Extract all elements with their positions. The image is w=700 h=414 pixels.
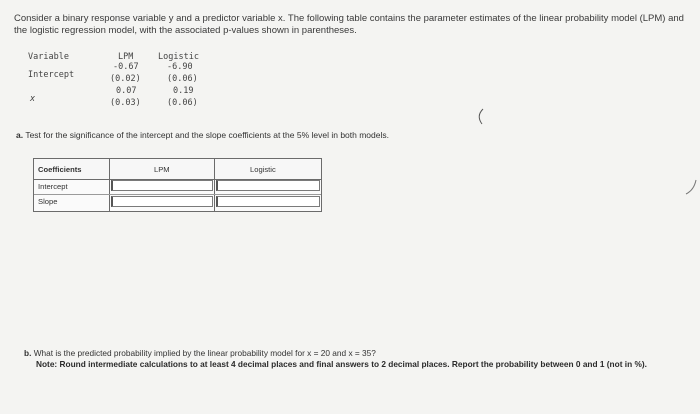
intercept-logistic-p: (0.06) xyxy=(167,74,198,84)
intercept-logistic: -6.90 xyxy=(167,62,193,72)
col-lpm: LPM xyxy=(118,52,134,62)
grid-row-slope: Slope xyxy=(38,197,58,206)
cursor-mark-icon xyxy=(473,107,487,127)
part-a xyxy=(16,130,389,140)
col-variable: Variable xyxy=(28,52,69,62)
x-logistic: 0.19 xyxy=(173,86,194,96)
intercept-logistic-select[interactable] xyxy=(216,180,320,191)
part-b-label: b. xyxy=(24,348,32,358)
intercept-lpm-p: (0.02) xyxy=(110,74,141,84)
part-b-text: What is the predicted probability implied by the linear probability model for x = 20 and x = 35? xyxy=(33,348,376,358)
x-logistic-p: (0.06) xyxy=(167,98,198,108)
intercept-lpm: -0.67 xyxy=(113,62,139,72)
col-logistic: Logistic xyxy=(158,52,199,62)
part-a-label: a. xyxy=(16,130,24,140)
grid-col-coefficients: Coefficients xyxy=(38,165,82,174)
problem-intro: Consider a binary response variable y and a predictor variable x. The following table contains the parameter estimates of the linear probability model (LPM) and the logistic regression model, with the associated p-values shown in parentheses. xyxy=(14,13,684,36)
edge-mark-icon xyxy=(684,178,700,198)
part-b-note: Note: Round intermediate calculations to at least 4 decimal places and final answers to 2 decimal places. Report the probability between 0 and 1 (not in %). xyxy=(36,359,647,369)
slope-lpm-select[interactable] xyxy=(111,196,213,207)
grid-col-lpm: LPM xyxy=(154,165,170,174)
slope-logistic-select[interactable] xyxy=(216,196,320,207)
x-lpm-p: (0.03) xyxy=(110,98,141,108)
grid-col-logistic: Logistic xyxy=(250,165,276,174)
row-intercept: Intercept xyxy=(28,70,75,80)
part-b xyxy=(24,348,674,370)
intercept-lpm-select[interactable] xyxy=(111,180,213,191)
grid-row-intercept: Intercept xyxy=(38,182,68,191)
part-a-text: Test for the significance of the intercept and the slope coefficients at the 5% level in both models. xyxy=(25,130,389,140)
row-x: x xyxy=(30,94,36,104)
answer-grid xyxy=(33,158,322,212)
x-lpm: 0.07 xyxy=(116,86,137,96)
